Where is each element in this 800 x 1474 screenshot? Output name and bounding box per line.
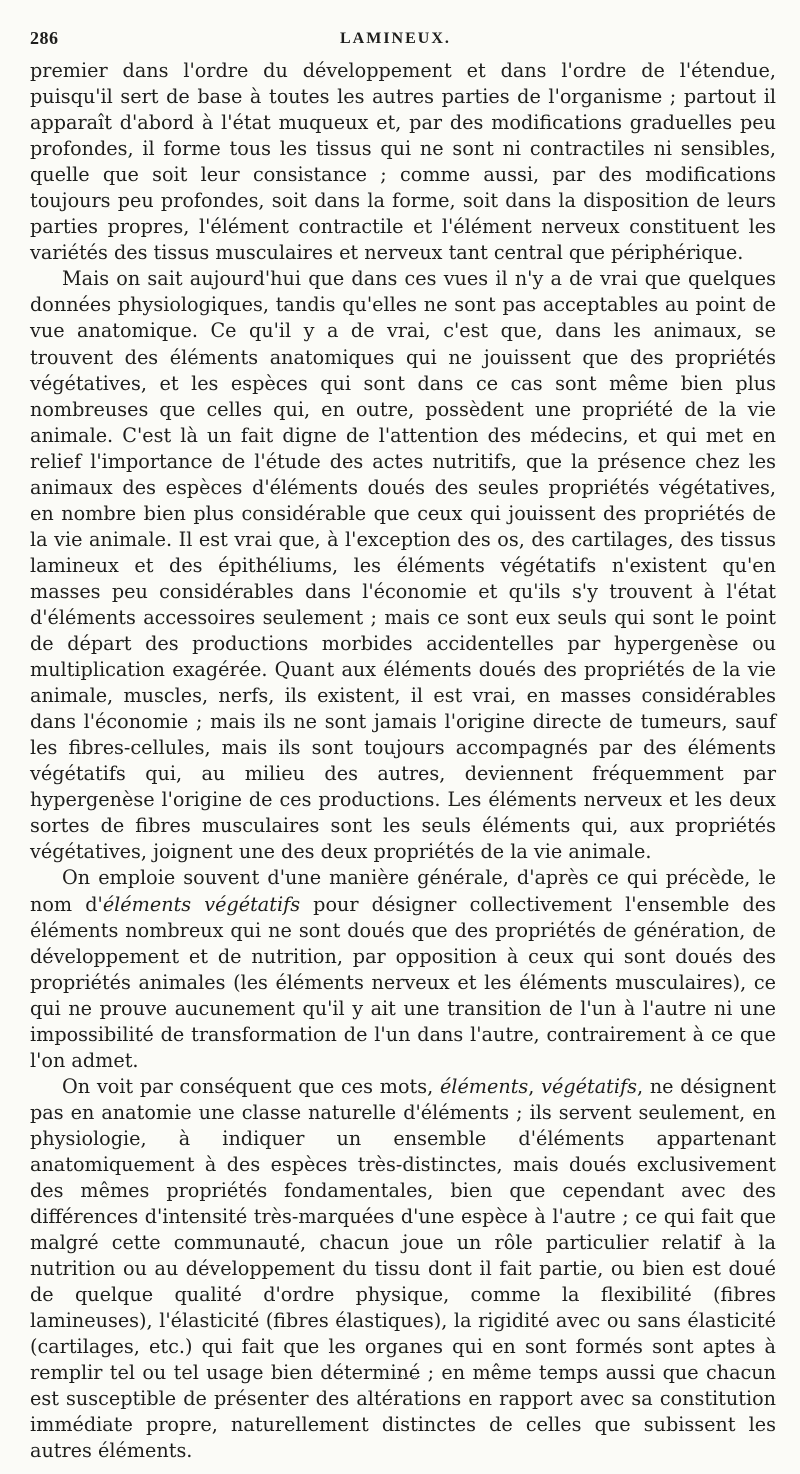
page-number: 286: [30, 28, 59, 48]
page-header: [30, 28, 776, 58]
paragraph-2: Mais on sait aujourd'hui que dans ces vues il n'y a de vrai que quelques données physiologiques, tandis qu'elles ne sont pas acceptables au point de vue anatomique. Ce qu'il y a de vrai, c'est que, dans les animaux, se trouvent des éléments anatomiques qui ne jouissent que des propriétés végétatives, et les espèces qui sont dans ce cas sont même bien plus nombreuses que celles qui, en outre, possèdent une propriété de la vie animale. C'est là un fait digne de l'attention des médecins, et qui met en relief l'importance de l'étude des actes nutritifs, que la présence chez les animaux des espèces d'éléments doués des seules propriétés végétatives, en nombre bien plus considérable que ceux qui jouissent des propriétés de la vie animale. Il est vrai que, à l'exception des os, des cartilages, des tissus lamineux et des épithéliums, les éléments végétatifs n'existent qu'en masses peu considérables dans l'économie et qu'ils s'y trouvent à l'état d'éléments accessoires seulement ; mais ce sont eux seuls qui sont le point de départ des productions morbides accidentelles par hypergenèse ou multiplication exagérée. Quant aux éléments doués des propriétés de la vie animale, muscles, nerfs, ils existent, il est vrai, en masses considérables dans l'économie ; mais ils ne sont jamais l'origine directe de tumeurs, sauf les fibres-cellules, mais ils sont toujours accompagnés par des éléments végétatifs qui, au milieu des autres, deviennent fréquemment par hypergenèse l'origine de ces productions. Les éléments nerveux et les deux sortes de fibres musculaires sont les seuls éléments qui, aux propriétés végétatives, joignent une des deux propriétés de la vie animale.: [30, 267, 776, 864]
paragraph-3-start: On emploie souvent d'une manière générale, d'après ce qui précède, le nom d': [30, 866, 776, 916]
running-title: LAMINEUX.: [340, 30, 451, 47]
paragraph-3: [30, 865, 776, 1073]
body-text: [30, 58, 776, 1465]
italic-term-elements-vegetatifs: éléments végétatifs: [102, 892, 301, 916]
footer-ornament: [398, 1376, 420, 1380]
italic-term-vegetatifs: végétatifs: [541, 1074, 637, 1098]
paragraph-4-start: On voit par conséquent que ces mots,: [62, 1074, 440, 1098]
paragraph-3-end: pour désigner collectivement l'ensemble des éléments nombreux qui ne sont doués que des propriétés de génération, de développement et de nutrition, par opposition à ceux qui sont doués des propriétés animales (les éléments nerveux et les éléments musculaires), ce qui ne prouve aucunement qu'il y ait une transition de l'un à l'autre ni une impossibilité de transformation de l'un dans l'autre, contrairement à ce que l'on admet.: [30, 892, 776, 1072]
book-page: [30, 28, 776, 1465]
paragraph-1: premier dans l'ordre du développement et dans l'ordre de l'étendue, puisqu'il sert de base à toutes les autres parties de l'organisme ; partout il apparaît d'abord à l'état muqueux et, par des modifications graduelles peu profondes, il forme tous les tissus qui ne sont ni contractiles ni sensibles, quelle que soit leur consistance ; comme aussi, par des modifications toujours peu profondes, soit dans la forme, soit dans la disposition de leurs parties propres, l'élément contractile et l'élément nerveux constituent les variétés des tissus musculaires et nerveux tant central que périphérique.: [30, 59, 776, 265]
italic-term-elements: éléments: [439, 1074, 529, 1098]
paragraph-4: [30, 1074, 776, 1465]
paragraph-4-separator: ,: [528, 1074, 542, 1098]
paragraph-4-end: , ne désignent pas en anatomie une classe naturelle d'éléments ; ils servent seulement, en physiologie, à indiquer un ensemble d'éléments appartenant anatomiquement à des espèces très-distinctes, mais doués exclusivement des mêmes propriétés fondamentales, bien que cependant avec des différences d'intensité très-marquées d'une espèce à l'autre ; ce qui fait que malgré cette communauté, chacun joue un rôle particulier relatif à la nutrition ou au développement du tissu dont il fait partie, ou bien est doué de quelque qualité d'ordre physique, comme la flexibilité (fibres lamineuses), l'élasticité (fibres élastiques), la rigidité avec ou sans élasticité (cartilages, etc.) qui fait que les organes qui en sont formés sont aptes à remplir tel ou tel usage bien déterminé ; en même temps aussi que chacun est susceptible de présenter des altérations en rapport avec sa constitution immédiate propre, naturellement distinctes de celles que subissent les autres éléments.: [30, 1074, 776, 1463]
